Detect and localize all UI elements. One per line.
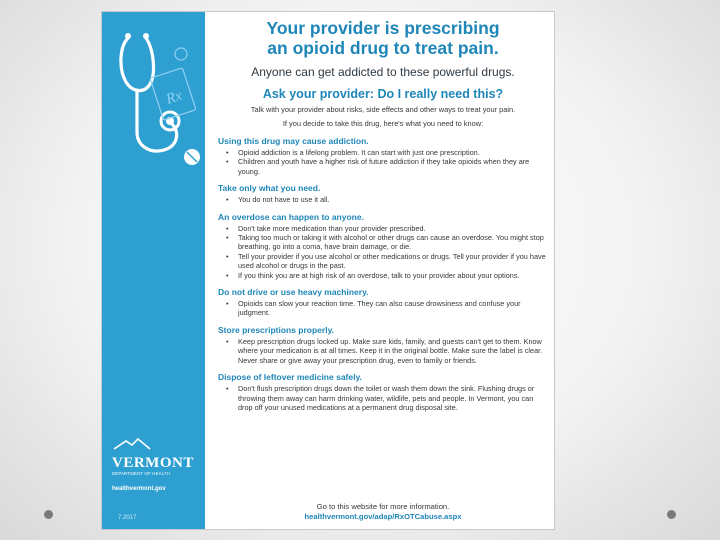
bullet-item: • If you think you are at high risk of an overdose, talk to your provider about your options. <box>218 271 548 280</box>
section-no-driving <box>218 287 548 318</box>
bullet-list <box>218 148 548 176</box>
section-storage <box>218 325 548 365</box>
stethoscope-icon <box>110 20 200 180</box>
section-addiction <box>218 136 548 176</box>
bullet-list <box>218 195 548 204</box>
section-overdose <box>218 212 548 280</box>
svg-text:Rx: Rx <box>164 87 185 108</box>
section-heading: An overdose can happen to anyone. <box>218 211 364 222</box>
bullet-item: • Don't flush prescription drugs down the toilet or wash them down the sink. Flushing drugs or throwing them away can harm drinking water, wildlife, pets and people. In Vermont, you can drop off your unused medications at a permanent drug disposal site. <box>218 384 548 412</box>
section-heading: Store prescriptions properly. <box>218 324 335 335</box>
footer-text: Go to this website for more information. <box>316 502 450 511</box>
bullet-item: • Children and youth have a higher risk of future addiction if they take opioids when they are young. <box>218 157 548 176</box>
vermont-brand <box>112 437 200 492</box>
bullet-list <box>218 384 548 412</box>
bullet-list <box>218 224 548 280</box>
brand-department: DEPARTMENT OF HEALTH <box>112 471 171 476</box>
section-take-only-what-you-need <box>218 183 548 204</box>
intro-line-2: If you decide to take this drug, here's what you need to know: <box>282 119 484 128</box>
bullet-item: • Taking too much or taking it with alcohol or other drugs can cause an overdose. You might stop breathing, go into a coma, have brain damage, or die. <box>218 233 548 252</box>
bullet-item: • Opioids can slow your reaction time. They can also cause drowsiness and confuse your judgment. <box>218 299 548 318</box>
mountain-logo-icon <box>112 438 152 450</box>
slide-dot-left <box>44 510 53 519</box>
poster-title-line-2: an opioid drug to treat pain. <box>267 38 499 58</box>
footer-url-link[interactable]: healthvermont.gov/adap/RxOTCabuse.aspx <box>304 512 462 521</box>
brand-url: healthvermont.gov <box>112 486 166 492</box>
intro-line-1: Talk with your provider about risks, side effects and other ways to treat your pain. <box>250 105 516 114</box>
bullet-item: • Tell your provider if you use alcohol or other medications or drugs. Tell your provider if you have used alcohol or drugs in the past. <box>218 252 548 271</box>
bullet-item: • Opioid addiction is a lifelong problem. It can start with just one prescription. <box>218 148 548 157</box>
version-label: 7.2017 <box>118 515 137 521</box>
poster-title-line-1: Your provider is prescribing <box>266 18 500 38</box>
section-heading: Do not drive or use heavy machinery. <box>218 287 369 298</box>
poster-footer <box>218 502 548 522</box>
poster-sidebar <box>102 12 205 529</box>
poster-subtitle: Anyone can get addicted to these powerful drugs. <box>251 65 515 79</box>
bullet-list <box>218 337 548 365</box>
brand-name: VERMONT <box>112 455 194 471</box>
section-heading: Dispose of leftover medicine safely. <box>218 372 362 383</box>
section-heading: Take only what you need. <box>218 183 321 194</box>
bullet-list <box>218 299 548 318</box>
slide-dot-right <box>667 510 676 519</box>
opioid-poster <box>101 11 555 530</box>
pill-icon <box>175 48 200 165</box>
poster-content <box>218 18 548 412</box>
ask-provider-heading: Ask your provider: Do I really need this? <box>262 87 504 101</box>
bullet-item: • Keep prescription drugs locked up. Make sure kids, family, and guests can't get to them. Know where your medication is at all times. Keep it in the original bottle. Make sure the label is clear. Never share or give away your prescription drug, even to family or friends. <box>218 337 548 365</box>
section-heading: Using this drug may cause addiction. <box>218 136 369 146</box>
section-disposal <box>218 372 548 412</box>
bullet-item: • You do not have to use it all. <box>218 195 548 204</box>
bullet-item: • Don't take more medication than your provider prescribed. <box>218 224 548 233</box>
